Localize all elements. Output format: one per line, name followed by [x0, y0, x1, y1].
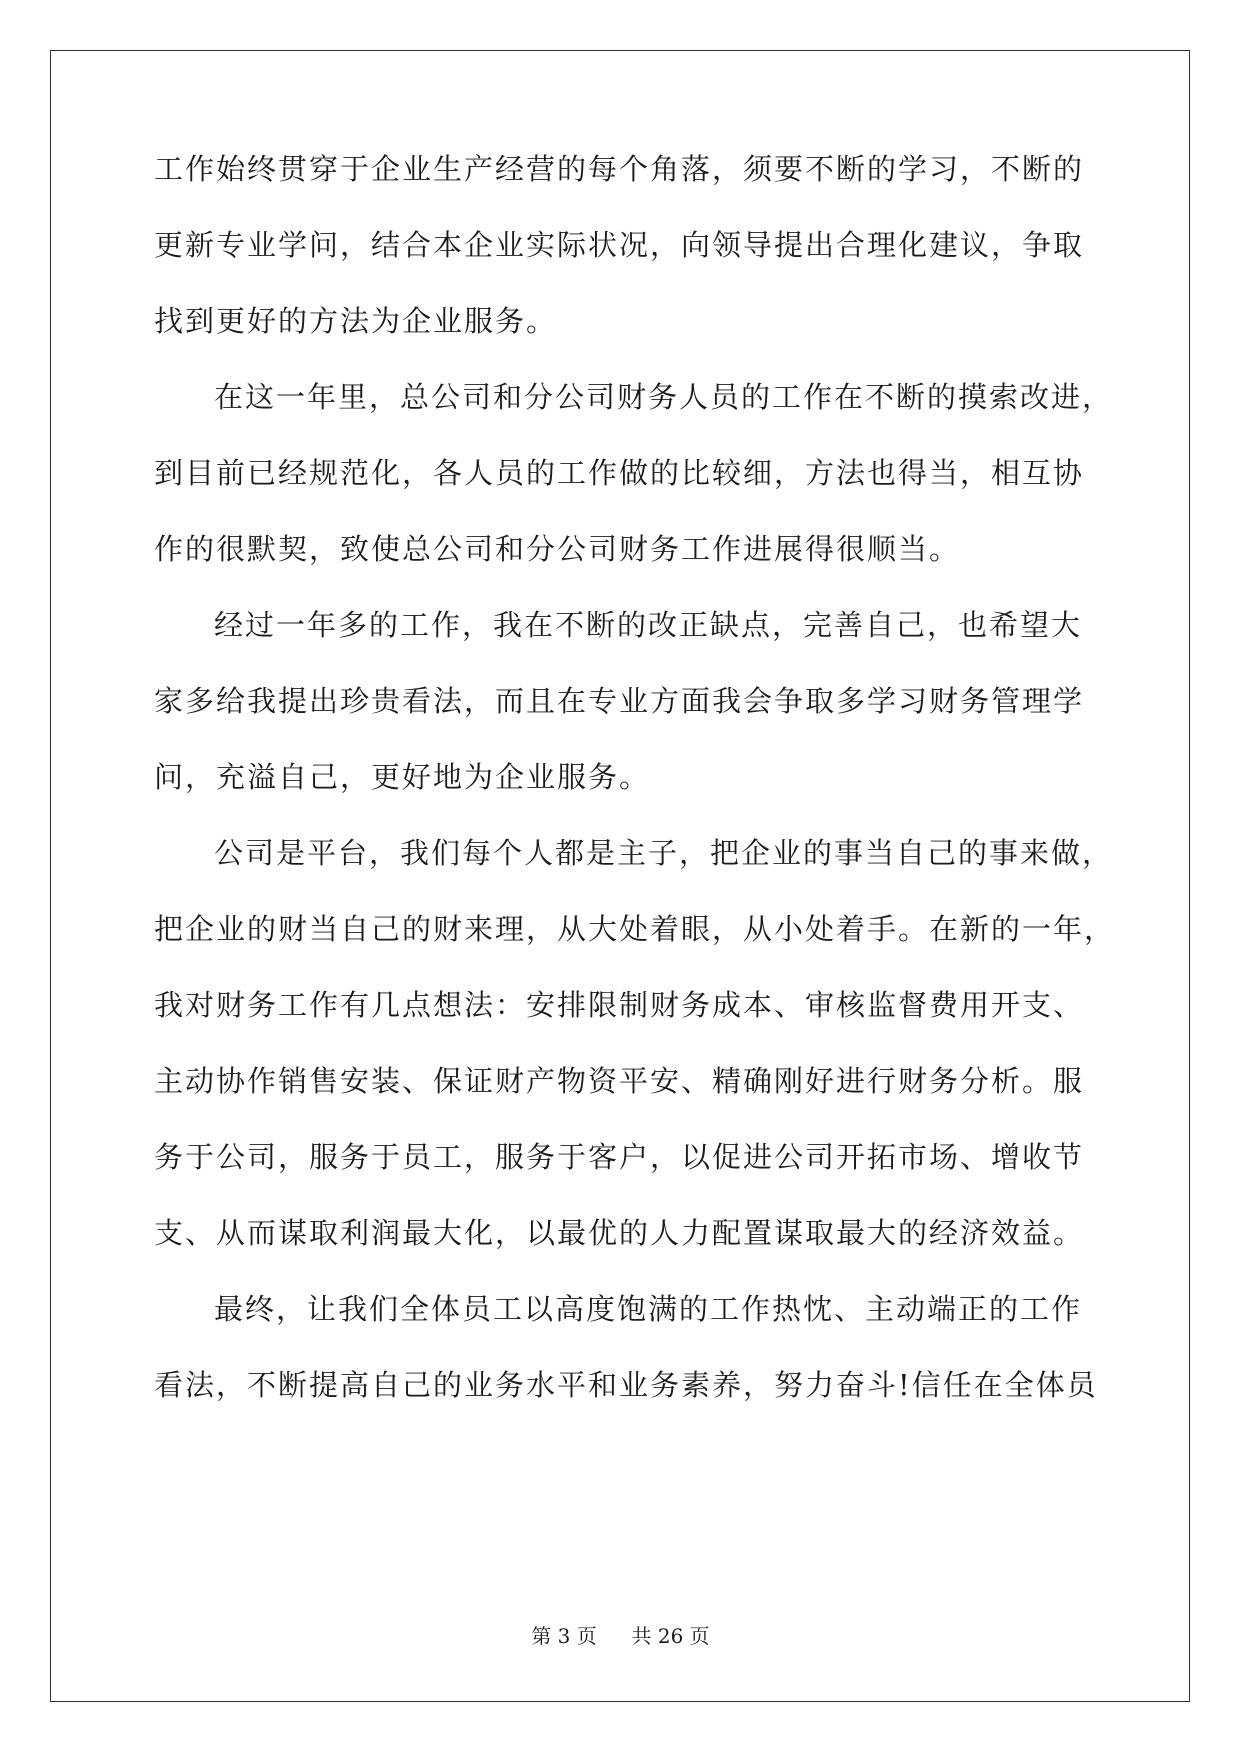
paragraph-first-line: 公司是平台，我们每个人都是主子，把企业的事当自己的事来做， [214, 836, 1114, 870]
page-number: 第 3 页 [531, 1624, 597, 1648]
page-total: 共 26 页 [631, 1624, 710, 1648]
page-border [50, 50, 1190, 1702]
text-line: 我对财务工作有几点想法：安排限制财务成本、审核监督费用开支、 [154, 988, 1085, 1022]
paragraph-first-line: 在这一年里，总公司和分公司财务人员的工作在不断的摸索改进， [214, 380, 1114, 414]
text-line: 问，充溢自己，更好地为企业服务。 [154, 760, 651, 794]
page-footer [0, 1623, 1241, 1649]
text-line: 工作始终贯穿于企业生产经营的每个角落，须要不断的学习，不断的 [154, 152, 1085, 186]
text-line: 看法，不断提高自己的业务水平和业务素养，努力奋斗!信任在全体员 [154, 1368, 1098, 1402]
paragraph-first-line: 经过一年多的工作，我在不断的改正缺点，完善自己，也希望大 [214, 608, 1083, 642]
text-line: 找到更好的方法为企业服务。 [154, 304, 558, 338]
text-line: 支、从而谋取利润最大化，以最优的人力配置谋取最大的经济效益。 [154, 1216, 1085, 1250]
text-line: 家多给我提出珍贵看法，而且在专业方面我会争取多学习财务管理学 [154, 684, 1085, 718]
text-line: 务于公司，服务于员工，服务于客户，以促进公司开拓市场、增收节 [154, 1140, 1085, 1174]
paragraph-first-line: 最终，让我们全体员工以高度饱满的工作热忱、主动端正的工作 [214, 1292, 1083, 1326]
text-line: 到目前已经规范化，各人员的工作做的比较细，方法也得当，相互协 [154, 456, 1085, 490]
text-line: 主动协作销售安装、保证财产物资平安、精确刚好进行财务分析。服 [154, 1064, 1085, 1098]
text-line: 更新专业学问，结合本企业实际状况，向领导提出合理化建议，争取 [154, 228, 1085, 262]
text-line: 把企业的财当自己的财来理，从大处着眼，从小处着手。在新的一年， [154, 912, 1116, 946]
text-line: 作的很默契，致使总公司和分公司财务工作进展得很顺当。 [154, 532, 961, 566]
